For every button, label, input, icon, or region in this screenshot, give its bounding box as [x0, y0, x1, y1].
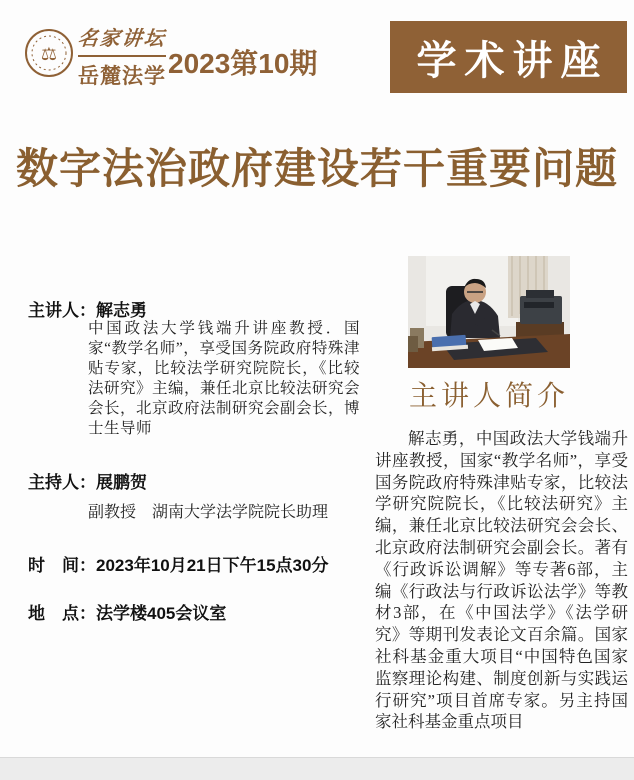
host-row [28, 468, 147, 493]
host-name: 展鹏贺 [96, 473, 147, 492]
speaker-label: 主讲人： [28, 301, 96, 320]
series-divider [78, 55, 166, 57]
time-value: 2023年10月21日下午15点30分 [96, 556, 329, 575]
justice-scales-seal-icon [24, 28, 74, 78]
host-description: 副教授 湖南大学法学院院长助理 [88, 504, 329, 521]
bottom-page-edge [0, 757, 634, 780]
lecture-type-banner [390, 21, 627, 93]
issue-number: 2023第10期 [168, 48, 318, 79]
venue-label: 地 点： [28, 604, 96, 623]
speaker-photo [408, 256, 570, 368]
svg-text:⚖: ⚖ [40, 44, 58, 64]
profile-bio: 解志勇，中国政法大学钱端升讲座教授，国家“教学名师”，享受国务院政府特殊津贴专家，比较法学研究院院长，《比较法研究》主编，兼任北京比较法研究会会长、北京政府法制研究会副会长。著有《行政诉讼调解》等专著6部，主编《行政法与行政诉讼法学》等教材3部，在《中国法学》《法学研究》等期刊发表论文百余篇。国家社科基金重大项目“中国特色国家监察理论构建、制度创新与实践运行研究”项目首席专家。另主持国家社科基金重点项目 [375, 429, 628, 732]
series-name: 名家讲坛 [76, 28, 167, 50]
time-row [28, 551, 328, 576]
page-title: 数字法治政府建设若干重要问题 [15, 147, 618, 193]
speaker-name: 解志勇 [96, 301, 147, 320]
host-label: 主持人： [28, 473, 96, 492]
series-subname: 岳麓法学 [78, 65, 166, 88]
venue-row [28, 599, 226, 624]
banner-label: 学术讲座 [416, 38, 609, 83]
speaker-row [28, 296, 147, 321]
time-label: 时 间： [28, 556, 96, 575]
series-logo [78, 22, 166, 90]
speaker-bio: 中国政法大学钱端升讲座教授．国家“教学名师”，享受国务院政府特殊津贴专家，比较法学研究院院长，《比较法研究》主编，兼任北京比较法研究会会长，北京政府法制研究会副会长，博士生导师 [88, 320, 361, 437]
profile-heading: 主讲人简介 [408, 381, 569, 412]
venue-value: 法学楼405会议室 [96, 604, 227, 623]
